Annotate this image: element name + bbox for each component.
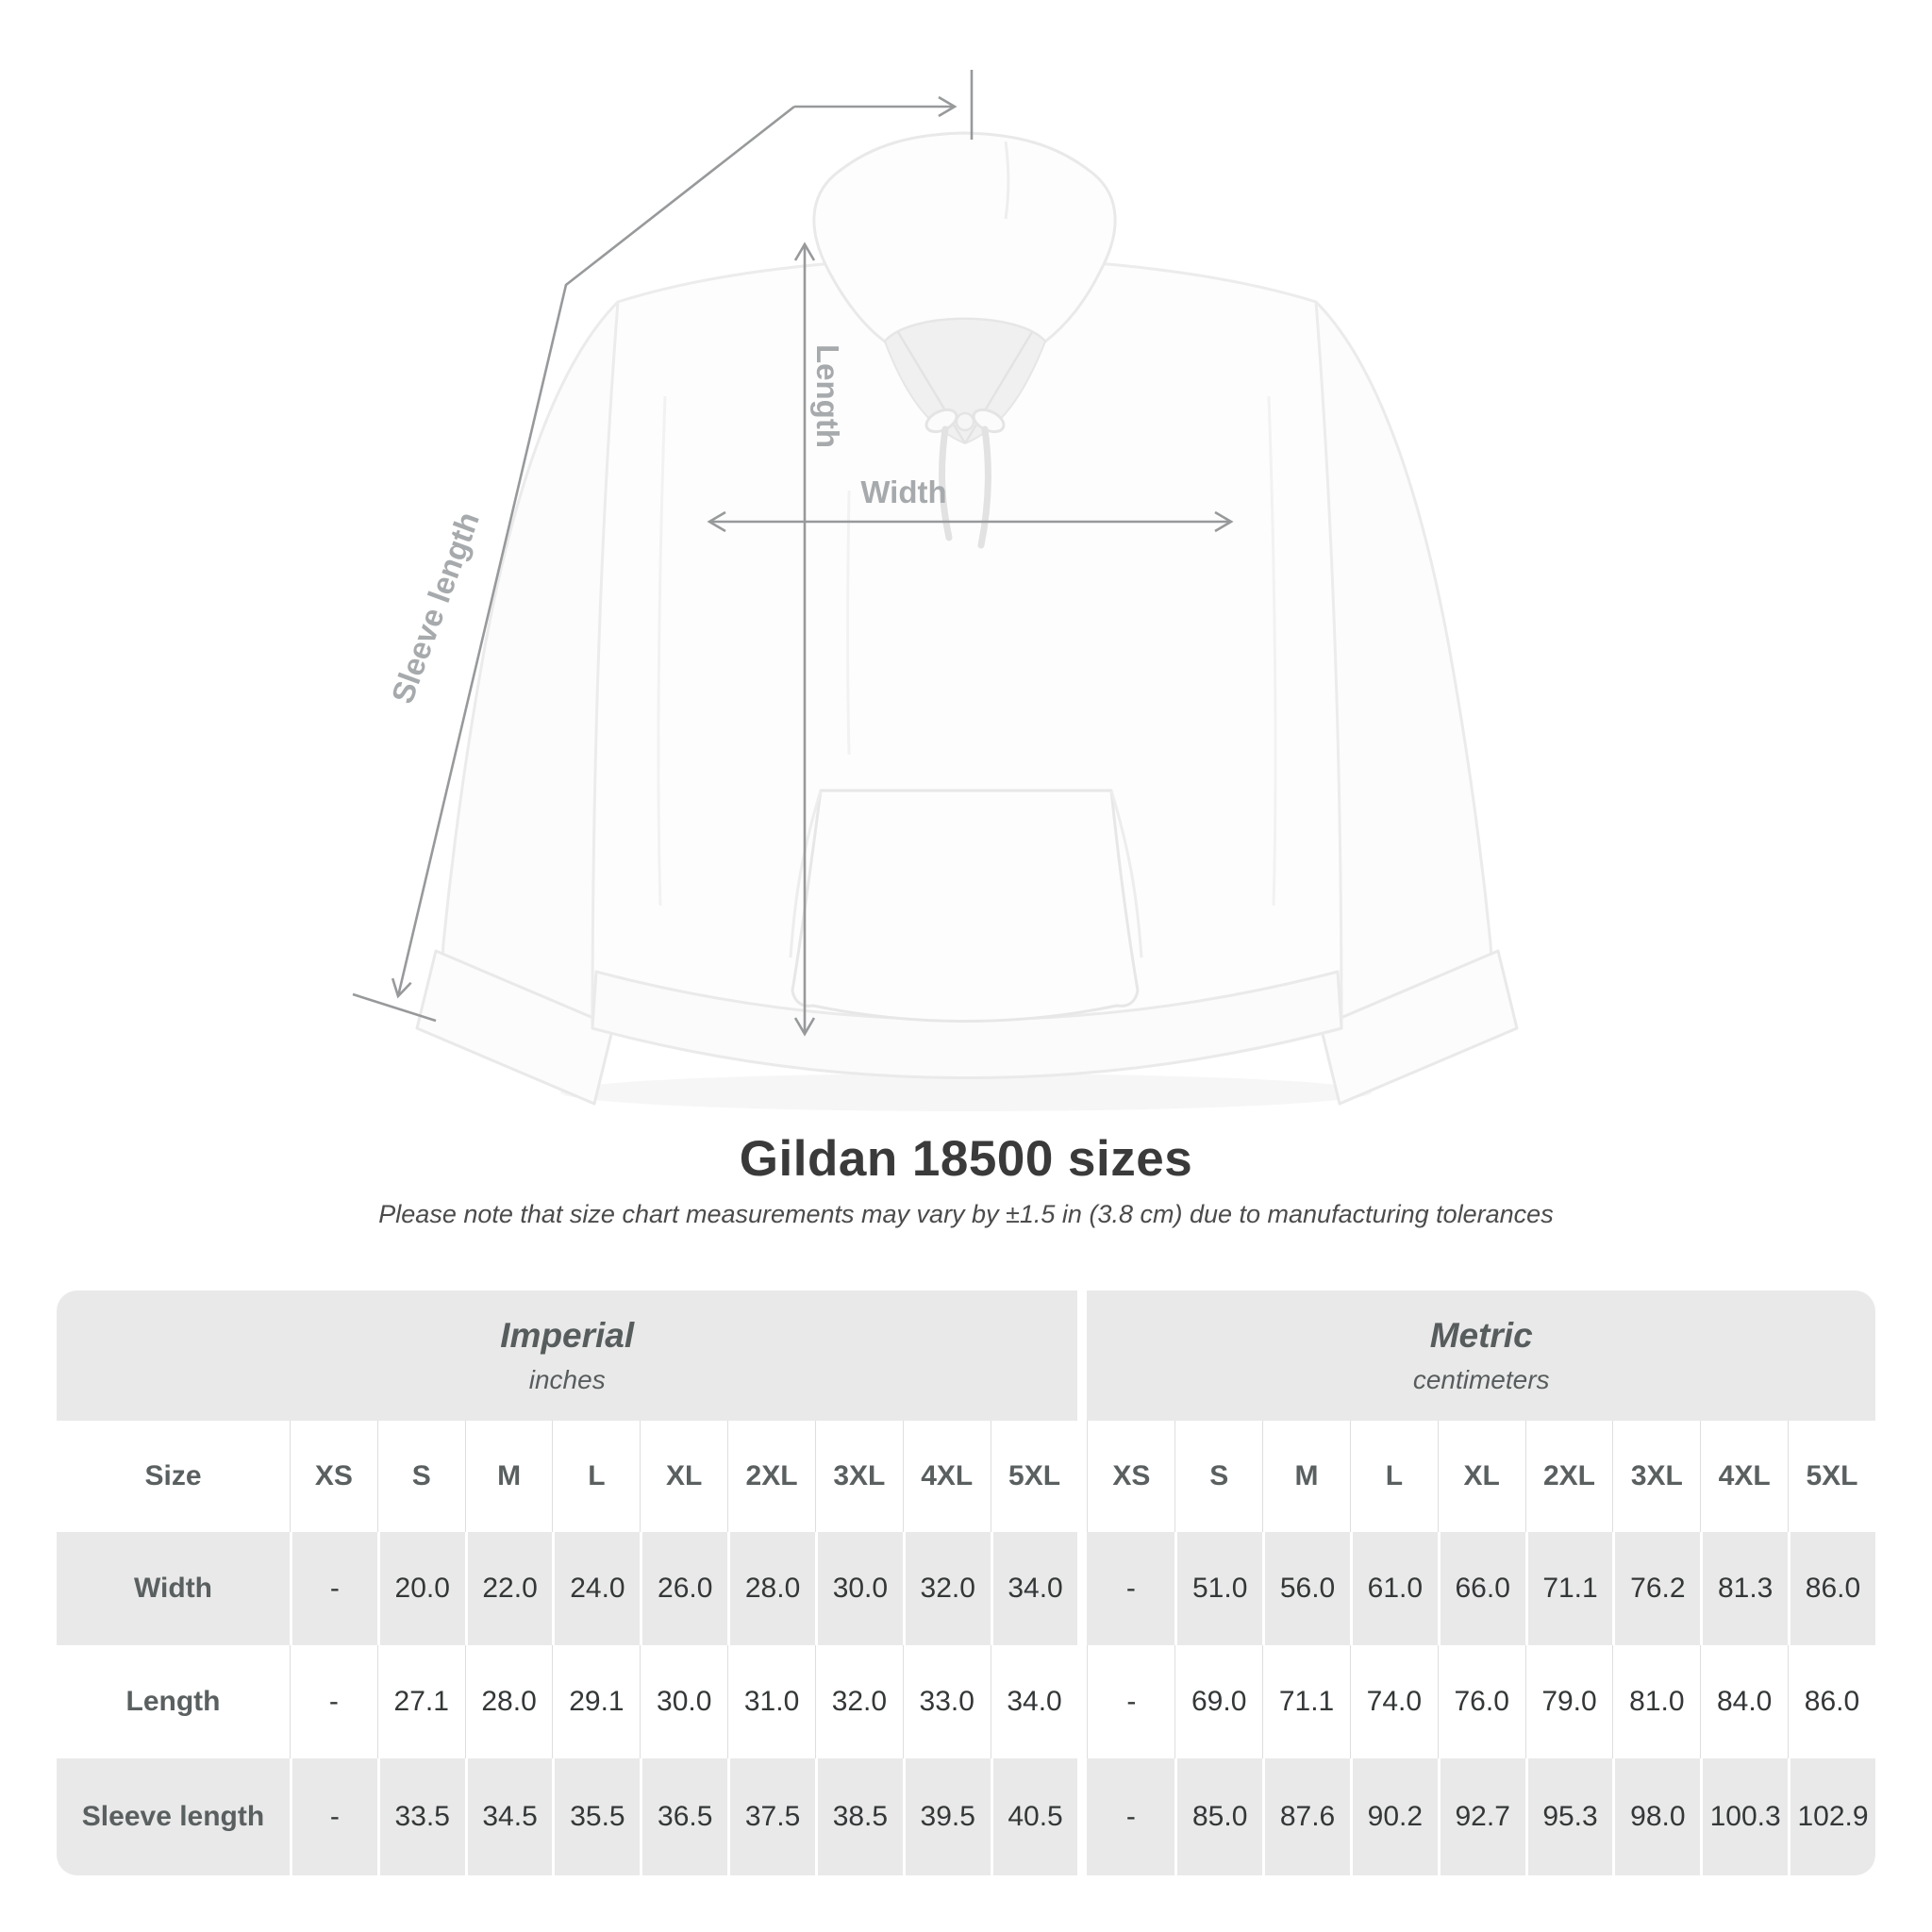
length-metric-5xl: 86.0 (1788, 1645, 1875, 1758)
page-title: Gildan 18500 sizes (739, 1131, 1193, 1187)
size-header-metric-xl: XL (1438, 1421, 1525, 1532)
row-label-width: Width (57, 1532, 290, 1645)
sleeve-metric-xl: 92.7 (1438, 1758, 1525, 1875)
size-header-imperial-5xl: 5XL (991, 1421, 1078, 1532)
length-metric-4xl: 84.0 (1700, 1645, 1788, 1758)
size-header-metric-5xl: 5XL (1788, 1421, 1875, 1532)
size-header-metric-l: L (1350, 1421, 1438, 1532)
sleeve-imperial-s: 33.5 (377, 1758, 465, 1875)
section-gap (1077, 1421, 1087, 1532)
width-imperial-m: 22.0 (465, 1532, 553, 1645)
length-imperial-l: 29.1 (552, 1645, 640, 1758)
tolerance-note: Please note that size chart measurements may vary by ±1.5 in (3.8 cm) due to manufacturing tolerances (378, 1200, 1554, 1228)
length-metric-2xl: 79.0 (1525, 1645, 1613, 1758)
width-metric-4xl: 81.3 (1700, 1532, 1788, 1645)
length-metric-l: 74.0 (1350, 1645, 1438, 1758)
size-corner-header: Size (57, 1421, 290, 1532)
length-imperial-2xl: 31.0 (727, 1645, 815, 1758)
size-header-metric-s: S (1174, 1421, 1262, 1532)
width-metric-3xl: 76.2 (1612, 1532, 1700, 1645)
section-gap (1077, 1291, 1087, 1421)
sleeve-metric-s: 85.0 (1174, 1758, 1262, 1875)
imperial-unit: inches (528, 1365, 606, 1394)
sleeve-metric-5xl: 102.9 (1788, 1758, 1875, 1875)
width-metric-m: 56.0 (1262, 1532, 1350, 1645)
width-metric-5xl: 86.0 (1788, 1532, 1875, 1645)
sleeve-length-label: Sleeve length (384, 507, 486, 708)
section-gap (1077, 1532, 1087, 1645)
garment-shadow (560, 1074, 1372, 1111)
imperial-title: Imperial (500, 1316, 635, 1355)
length-metric-xl: 76.0 (1438, 1645, 1525, 1758)
size-header-imperial-xl: XL (640, 1421, 727, 1532)
size-header-imperial-s: S (377, 1421, 465, 1532)
sleeve-metric-l: 90.2 (1350, 1758, 1438, 1875)
sleeve-metric-4xl: 100.3 (1700, 1758, 1788, 1875)
metric-title: Metric (1429, 1316, 1533, 1355)
sleeve-imperial-3xl: 38.5 (815, 1758, 903, 1875)
width-imperial-s: 20.0 (377, 1532, 465, 1645)
hoodie-illustration (417, 133, 1517, 1104)
size-header-imperial-l: L (552, 1421, 640, 1532)
width-imperial-l: 24.0 (552, 1532, 640, 1645)
sleeve-imperial-5xl: 40.5 (991, 1758, 1078, 1875)
sleeve-imperial-m: 34.5 (465, 1758, 553, 1875)
size-header-imperial-3xl: 3XL (815, 1421, 903, 1532)
width-imperial-3xl: 30.0 (815, 1532, 903, 1645)
size-header-metric-xs: XS (1087, 1421, 1174, 1532)
size-header-metric-3xl: 3XL (1612, 1421, 1700, 1532)
width-imperial-2xl: 28.0 (727, 1532, 815, 1645)
width-metric-xl: 66.0 (1438, 1532, 1525, 1645)
length-metric-m: 71.1 (1262, 1645, 1350, 1758)
width-metric-l: 61.0 (1350, 1532, 1438, 1645)
metric-section-header (1087, 1291, 1874, 1421)
length-imperial-s: 27.1 (377, 1645, 465, 1758)
sleeve-metric-3xl: 98.0 (1612, 1758, 1700, 1875)
sleeve-metric-m: 87.6 (1262, 1758, 1350, 1875)
sleeve-imperial-xs: - (290, 1758, 377, 1875)
length-imperial-3xl: 32.0 (815, 1645, 903, 1758)
length-imperial-xs: - (290, 1645, 377, 1758)
width-metric-xs: - (1087, 1532, 1174, 1645)
section-gap (1077, 1758, 1087, 1875)
width-metric-s: 51.0 (1174, 1532, 1262, 1645)
size-header-imperial-4xl: 4XL (903, 1421, 991, 1532)
section-gap (1077, 1645, 1087, 1758)
sleeve-imperial-2xl: 37.5 (727, 1758, 815, 1875)
width-imperial-xl: 26.0 (640, 1532, 727, 1645)
sleeve-imperial-4xl: 39.5 (903, 1758, 991, 1875)
sleeve-imperial-l: 35.5 (552, 1758, 640, 1875)
sleeve-imperial-xl: 36.5 (640, 1758, 727, 1875)
size-header-metric-4xl: 4XL (1700, 1421, 1788, 1532)
length-imperial-xl: 30.0 (640, 1645, 727, 1758)
imperial-section-header (57, 1291, 1077, 1421)
size-header-metric-2xl: 2XL (1525, 1421, 1613, 1532)
size-chart-table (57, 1291, 1875, 1875)
length-imperial-5xl: 34.0 (991, 1645, 1078, 1758)
size-header-metric-m: M (1262, 1421, 1350, 1532)
length-imperial-m: 28.0 (465, 1645, 553, 1758)
length-imperial-4xl: 33.0 (903, 1645, 991, 1758)
hoodie-pocket (792, 791, 1138, 1022)
width-label: Width (860, 475, 947, 509)
width-imperial-5xl: 34.0 (991, 1532, 1078, 1645)
hoodie-hood (814, 133, 1115, 341)
row-label-sleeve-length: Sleeve length (57, 1758, 290, 1875)
sleeve-metric-xs: - (1087, 1758, 1174, 1875)
sleeve-metric-2xl: 95.3 (1525, 1758, 1613, 1875)
length-metric-s: 69.0 (1174, 1645, 1262, 1758)
row-label-length: Length (57, 1645, 290, 1758)
width-imperial-4xl: 32.0 (903, 1532, 991, 1645)
metric-unit: centimeters (1412, 1365, 1550, 1394)
size-header-imperial-xs: XS (290, 1421, 377, 1532)
width-imperial-xs: - (290, 1532, 377, 1645)
length-label: Length (810, 344, 845, 448)
size-header-imperial-2xl: 2XL (727, 1421, 815, 1532)
length-metric-xs: - (1087, 1645, 1174, 1758)
size-header-imperial-m: M (465, 1421, 553, 1532)
width-metric-2xl: 71.1 (1525, 1532, 1613, 1645)
length-metric-3xl: 81.0 (1612, 1645, 1700, 1758)
